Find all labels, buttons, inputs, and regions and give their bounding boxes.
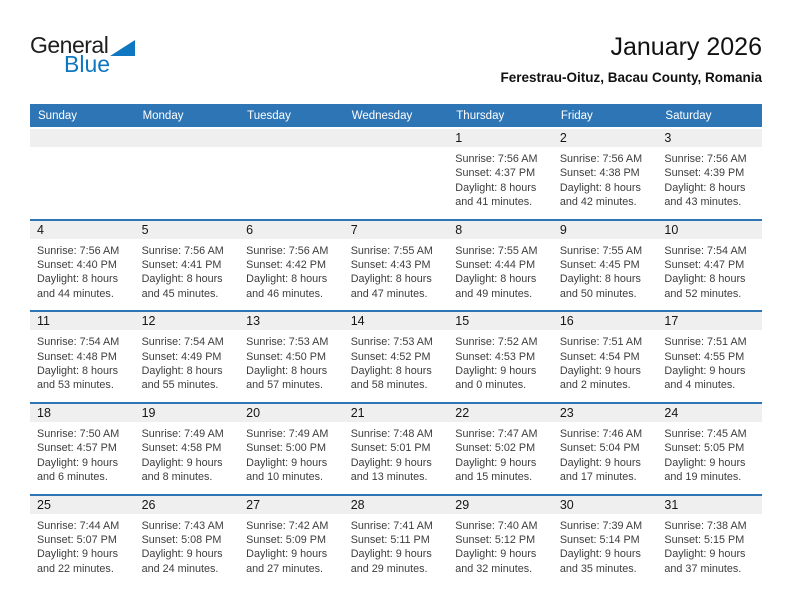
weeks-grid (30, 129, 762, 585)
sunrise-text: Sunrise: 7:42 AM (246, 519, 329, 532)
daylight-text-line1: Daylight: 8 hours (559, 273, 641, 286)
sunrise-text: Sunrise: 7:41 AM (350, 519, 433, 532)
day-number: 26 (135, 496, 240, 514)
day-cell-16 (553, 312, 658, 402)
day-cell-23 (553, 404, 658, 494)
day-cell-17 (657, 312, 762, 402)
empty-day-band (30, 129, 135, 147)
week-row-2 (30, 219, 762, 311)
sunset-text: Sunset: 5:00 PM (246, 442, 326, 455)
sunset-text: Sunset: 5:12 PM (455, 533, 536, 546)
daylight-text-line2: and 0 minutes. (455, 379, 527, 392)
day-details (553, 422, 658, 494)
day-cell-9 (553, 221, 658, 311)
daylight-text-line2: and 57 minutes. (246, 379, 323, 392)
sunset-text: Sunset: 5:14 PM (559, 533, 640, 546)
daylight-text-line1: Daylight: 9 hours (141, 456, 223, 469)
day-cell-4 (30, 221, 135, 311)
topbar (0, 0, 792, 104)
day-number: 5 (135, 221, 240, 239)
daylight-text-line1: Daylight: 9 hours (455, 548, 537, 561)
sunrise-text: Sunrise: 7:46 AM (559, 427, 643, 440)
daylight-text-line2: and 52 minutes. (664, 287, 742, 300)
sunrise-text: Sunrise: 7:49 AM (246, 427, 329, 440)
sunrise-text: Sunrise: 7:56 AM (664, 153, 747, 165)
day-number: 11 (30, 312, 135, 330)
daylight-text-line2: and 15 minutes. (455, 471, 533, 484)
day-details (657, 330, 762, 402)
daylight-text-line2: and 50 minutes. (559, 287, 637, 300)
day-cell-19 (135, 404, 240, 494)
day-details (344, 330, 449, 402)
daylight-text-line1: Daylight: 9 hours (246, 456, 328, 469)
sunset-text: Sunset: 4:54 PM (559, 350, 640, 363)
day-number: 20 (239, 404, 344, 422)
daylight-text-line1: Daylight: 8 hours (246, 273, 328, 286)
day-details (344, 422, 449, 494)
day-cell-6 (239, 221, 344, 311)
day-details (553, 147, 658, 219)
day-number: 12 (135, 312, 240, 330)
sunset-text: Sunset: 4:41 PM (141, 259, 222, 272)
daylight-text-line1: Daylight: 8 hours (37, 273, 119, 286)
daylight-text-line1: Daylight: 9 hours (664, 548, 746, 561)
daylight-text-line2: and 47 minutes. (350, 287, 428, 300)
day-number: 6 (239, 221, 344, 239)
week-row-1 (30, 129, 762, 219)
day-number: 7 (344, 221, 449, 239)
daylight-text-line2: and 55 minutes. (141, 379, 219, 392)
day-details (553, 239, 658, 311)
weekday-header-friday: Friday (560, 109, 593, 122)
sunset-text: Sunset: 4:43 PM (350, 259, 431, 272)
day-cell-29 (448, 496, 553, 586)
daylight-text-line2: and 46 minutes. (246, 287, 323, 300)
titles (500, 34, 762, 85)
daylight-text-line2: and 8 minutes. (141, 471, 213, 484)
day-details (657, 147, 762, 219)
day-number: 15 (448, 312, 553, 330)
day-details (657, 239, 762, 311)
sunset-text: Sunset: 4:58 PM (141, 442, 222, 455)
location-subtitle: Ferestrau-Oituz, Bacau County, Romania (500, 69, 762, 85)
day-number: 14 (344, 312, 449, 330)
daylight-text-line2: and 45 minutes. (141, 287, 219, 300)
day-details (448, 422, 553, 494)
day-cell-27 (239, 496, 344, 586)
empty-day-cell (344, 129, 449, 219)
day-details (30, 239, 135, 311)
logo-text-blue: Blue (64, 51, 111, 77)
daylight-text-line1: Daylight: 9 hours (559, 365, 641, 378)
sunset-text: Sunset: 4:40 PM (37, 259, 117, 272)
weekday-header-sunday: Sunday (38, 109, 78, 122)
day-number: 19 (135, 404, 240, 422)
sunrise-text: Sunrise: 7:40 AM (455, 519, 538, 532)
logo-text-general: General (30, 32, 109, 58)
day-details (553, 514, 658, 586)
sunset-text: Sunset: 4:45 PM (559, 259, 640, 272)
daylight-text-line2: and 32 minutes. (455, 562, 533, 575)
daylight-text-line2: and 17 minutes. (559, 471, 637, 484)
daylight-text-line1: Daylight: 8 hours (455, 181, 537, 194)
day-details (657, 422, 762, 494)
day-number: 18 (30, 404, 135, 422)
day-details (344, 239, 449, 311)
sunset-text: Sunset: 4:39 PM (664, 167, 745, 180)
empty-day-band (135, 129, 240, 147)
daylight-text-line1: Daylight: 8 hours (141, 365, 223, 378)
weekday-header-saturday: Saturday (665, 109, 712, 122)
sunrise-text: Sunrise: 7:48 AM (350, 427, 433, 440)
day-number: 9 (553, 221, 658, 239)
daylight-text-line1: Daylight: 9 hours (141, 548, 223, 561)
sunrise-text: Sunrise: 7:51 AM (559, 336, 643, 349)
day-details (135, 422, 240, 494)
logo-triangle-icon (110, 40, 135, 56)
daylight-text-line1: Daylight: 8 hours (559, 181, 641, 194)
daylight-text-line1: Daylight: 8 hours (141, 273, 223, 286)
empty-day-band (239, 129, 344, 147)
sunrise-text: Sunrise: 7:51 AM (664, 336, 747, 349)
day-number: 13 (239, 312, 344, 330)
daylight-text-line2: and 53 minutes. (37, 379, 114, 392)
day-cell-15 (448, 312, 553, 402)
general-blue-logo (30, 34, 135, 76)
daylight-text-line1: Daylight: 9 hours (559, 456, 641, 469)
daylight-text-line2: and 41 minutes. (455, 196, 533, 209)
weekday-header-row (30, 104, 762, 127)
day-details (135, 330, 240, 402)
day-details (657, 514, 762, 586)
sunset-text: Sunset: 4:37 PM (455, 167, 536, 180)
daylight-text-line2: and 37 minutes. (664, 562, 742, 575)
day-details (448, 330, 553, 402)
sunset-text: Sunset: 4:42 PM (246, 259, 326, 272)
sunrise-text: Sunrise: 7:38 AM (664, 519, 747, 532)
daylight-text-line1: Daylight: 9 hours (350, 456, 432, 469)
sunset-text: Sunset: 4:44 PM (455, 259, 536, 272)
daylight-text-line2: and 29 minutes. (350, 562, 428, 575)
sunrise-text: Sunrise: 7:45 AM (664, 427, 747, 440)
day-details (30, 330, 135, 402)
daylight-text-line2: and 35 minutes. (559, 562, 637, 575)
weekday-header-tuesday: Tuesday (247, 109, 291, 122)
day-details (344, 514, 449, 586)
day-details (448, 239, 553, 311)
daylight-text-line2: and 19 minutes. (664, 471, 742, 484)
daylight-text-line1: Daylight: 9 hours (664, 456, 746, 469)
sunrise-text: Sunrise: 7:53 AM (350, 336, 433, 349)
day-number: 3 (657, 129, 762, 147)
sunrise-text: Sunrise: 7:55 AM (350, 244, 433, 257)
day-number: 17 (657, 312, 762, 330)
daylight-text-line2: and 58 minutes. (350, 379, 428, 392)
day-details (239, 239, 344, 311)
day-number: 4 (30, 221, 135, 239)
sunset-text: Sunset: 5:15 PM (664, 533, 745, 546)
sunrise-text: Sunrise: 7:56 AM (37, 244, 120, 257)
daylight-text-line1: Daylight: 9 hours (455, 365, 537, 378)
daylight-text-line1: Daylight: 9 hours (350, 548, 432, 561)
sunrise-text: Sunrise: 7:55 AM (559, 244, 643, 257)
weekday-header-monday: Monday (142, 109, 184, 122)
day-number: 31 (657, 496, 762, 514)
daylight-text-line2: and 10 minutes. (246, 471, 323, 484)
day-cell-12 (135, 312, 240, 402)
day-details (553, 330, 658, 402)
empty-day-cell (30, 129, 135, 219)
sunset-text: Sunset: 4:52 PM (350, 350, 431, 363)
day-details (448, 147, 553, 219)
daylight-text-line1: Daylight: 9 hours (37, 548, 119, 561)
day-number: 10 (657, 221, 762, 239)
daylight-text-line2: and 24 minutes. (141, 562, 219, 575)
sunset-text: Sunset: 4:38 PM (559, 167, 640, 180)
daylight-text-line1: Daylight: 8 hours (455, 273, 537, 286)
daylight-text-line1: Daylight: 8 hours (350, 273, 432, 286)
daylight-text-line2: and 43 minutes. (664, 196, 742, 209)
sunrise-text: Sunrise: 7:55 AM (455, 244, 538, 257)
sunrise-text: Sunrise: 7:50 AM (37, 427, 120, 440)
day-number: 24 (657, 404, 762, 422)
day-cell-30 (553, 496, 658, 586)
sunset-text: Sunset: 5:09 PM (246, 533, 326, 546)
sunrise-text: Sunrise: 7:44 AM (37, 519, 120, 532)
week-row-5 (30, 494, 762, 586)
day-cell-26 (135, 496, 240, 586)
daylight-text-line2: and 6 minutes. (37, 471, 108, 484)
daylight-text-line2: and 2 minutes. (559, 379, 631, 392)
day-cell-3 (657, 129, 762, 219)
day-number: 22 (448, 404, 553, 422)
sunrise-text: Sunrise: 7:56 AM (141, 244, 224, 257)
daylight-text-line2: and 44 minutes. (37, 287, 114, 300)
daylight-text-line2: and 4 minutes. (664, 379, 736, 392)
day-number: 1 (448, 129, 553, 147)
sunset-text: Sunset: 4:55 PM (664, 350, 745, 363)
sunrise-text: Sunrise: 7:49 AM (141, 427, 224, 440)
day-details (448, 514, 553, 586)
day-details (30, 422, 135, 494)
calendar-grid (30, 104, 762, 585)
day-number: 8 (448, 221, 553, 239)
sunset-text: Sunset: 4:49 PM (141, 350, 222, 363)
sunset-text: Sunset: 4:47 PM (664, 259, 745, 272)
sunrise-text: Sunrise: 7:47 AM (455, 427, 538, 440)
sunrise-text: Sunrise: 7:54 AM (664, 244, 747, 257)
sunrise-text: Sunrise: 7:43 AM (141, 519, 224, 532)
day-cell-13 (239, 312, 344, 402)
empty-day-band (344, 129, 449, 147)
day-number: 21 (344, 404, 449, 422)
sunset-text: Sunset: 4:50 PM (246, 350, 326, 363)
weekday-header-wednesday: Wednesday (351, 109, 413, 122)
daylight-text-line1: Daylight: 9 hours (455, 456, 537, 469)
daylight-text-line2: and 13 minutes. (350, 471, 428, 484)
sunrise-text: Sunrise: 7:54 AM (141, 336, 224, 349)
day-cell-24 (657, 404, 762, 494)
day-cell-5 (135, 221, 240, 311)
empty-day-cell (239, 129, 344, 219)
day-cell-25 (30, 496, 135, 586)
day-cell-18 (30, 404, 135, 494)
day-number: 29 (448, 496, 553, 514)
day-cell-20 (239, 404, 344, 494)
day-details (30, 514, 135, 586)
daylight-text-line1: Daylight: 8 hours (350, 365, 432, 378)
day-number: 25 (30, 496, 135, 514)
day-number: 28 (344, 496, 449, 514)
sunset-text: Sunset: 5:07 PM (37, 533, 117, 546)
sunset-text: Sunset: 5:02 PM (455, 442, 536, 455)
day-cell-14 (344, 312, 449, 402)
sunset-text: Sunset: 5:08 PM (141, 533, 222, 546)
daylight-text-line1: Daylight: 8 hours (246, 365, 328, 378)
sunset-text: Sunset: 5:11 PM (350, 533, 430, 546)
day-cell-22 (448, 404, 553, 494)
sunset-text: Sunset: 4:53 PM (455, 350, 536, 363)
sunset-text: Sunset: 5:04 PM (559, 442, 640, 455)
week-row-3 (30, 310, 762, 402)
daylight-text-line1: Daylight: 9 hours (246, 548, 328, 561)
sunset-text: Sunset: 5:01 PM (350, 442, 431, 455)
sunrise-text: Sunrise: 7:52 AM (455, 336, 538, 349)
day-number: 16 (553, 312, 658, 330)
day-number: 2 (553, 129, 658, 147)
daylight-text-line2: and 42 minutes. (559, 196, 637, 209)
sunset-text: Sunset: 4:48 PM (37, 350, 117, 363)
day-number: 30 (553, 496, 658, 514)
sunset-text: Sunset: 4:57 PM (37, 442, 117, 455)
day-cell-31 (657, 496, 762, 586)
day-cell-28 (344, 496, 449, 586)
daylight-text-line2: and 27 minutes. (246, 562, 323, 575)
day-cell-2 (553, 129, 658, 219)
sunset-text: Sunset: 5:05 PM (664, 442, 745, 455)
day-cell-21 (344, 404, 449, 494)
daylight-text-line1: Daylight: 8 hours (664, 273, 746, 286)
weekday-header-thursday: Thursday (456, 109, 505, 122)
sunrise-text: Sunrise: 7:56 AM (246, 244, 329, 257)
empty-day-cell (135, 129, 240, 219)
day-cell-11 (30, 312, 135, 402)
sunrise-text: Sunrise: 7:54 AM (37, 336, 120, 349)
day-details (135, 514, 240, 586)
sunrise-text: Sunrise: 7:56 AM (455, 153, 538, 165)
day-details (239, 330, 344, 402)
day-details (239, 422, 344, 494)
daylight-text-line1: Daylight: 9 hours (37, 456, 119, 469)
month-title: January 2026 (610, 33, 762, 61)
day-details (239, 514, 344, 586)
daylight-text-line1: Daylight: 9 hours (559, 548, 641, 561)
day-number: 23 (553, 404, 658, 422)
sunrise-text: Sunrise: 7:56 AM (559, 153, 643, 165)
day-details (135, 239, 240, 311)
week-row-4 (30, 402, 762, 494)
daylight-text-line2: and 22 minutes. (37, 562, 114, 575)
daylight-text-line1: Daylight: 9 hours (664, 365, 746, 378)
daylight-text-line2: and 49 minutes. (455, 287, 533, 300)
daylight-text-line1: Daylight: 8 hours (664, 181, 746, 194)
day-cell-7 (344, 221, 449, 311)
sunrise-text: Sunrise: 7:39 AM (559, 519, 643, 532)
day-cell-1 (448, 129, 553, 219)
day-cell-10 (657, 221, 762, 311)
day-cell-8 (448, 221, 553, 311)
sunrise-text: Sunrise: 7:53 AM (246, 336, 329, 349)
daylight-text-line1: Daylight: 8 hours (37, 365, 119, 378)
day-number: 27 (239, 496, 344, 514)
